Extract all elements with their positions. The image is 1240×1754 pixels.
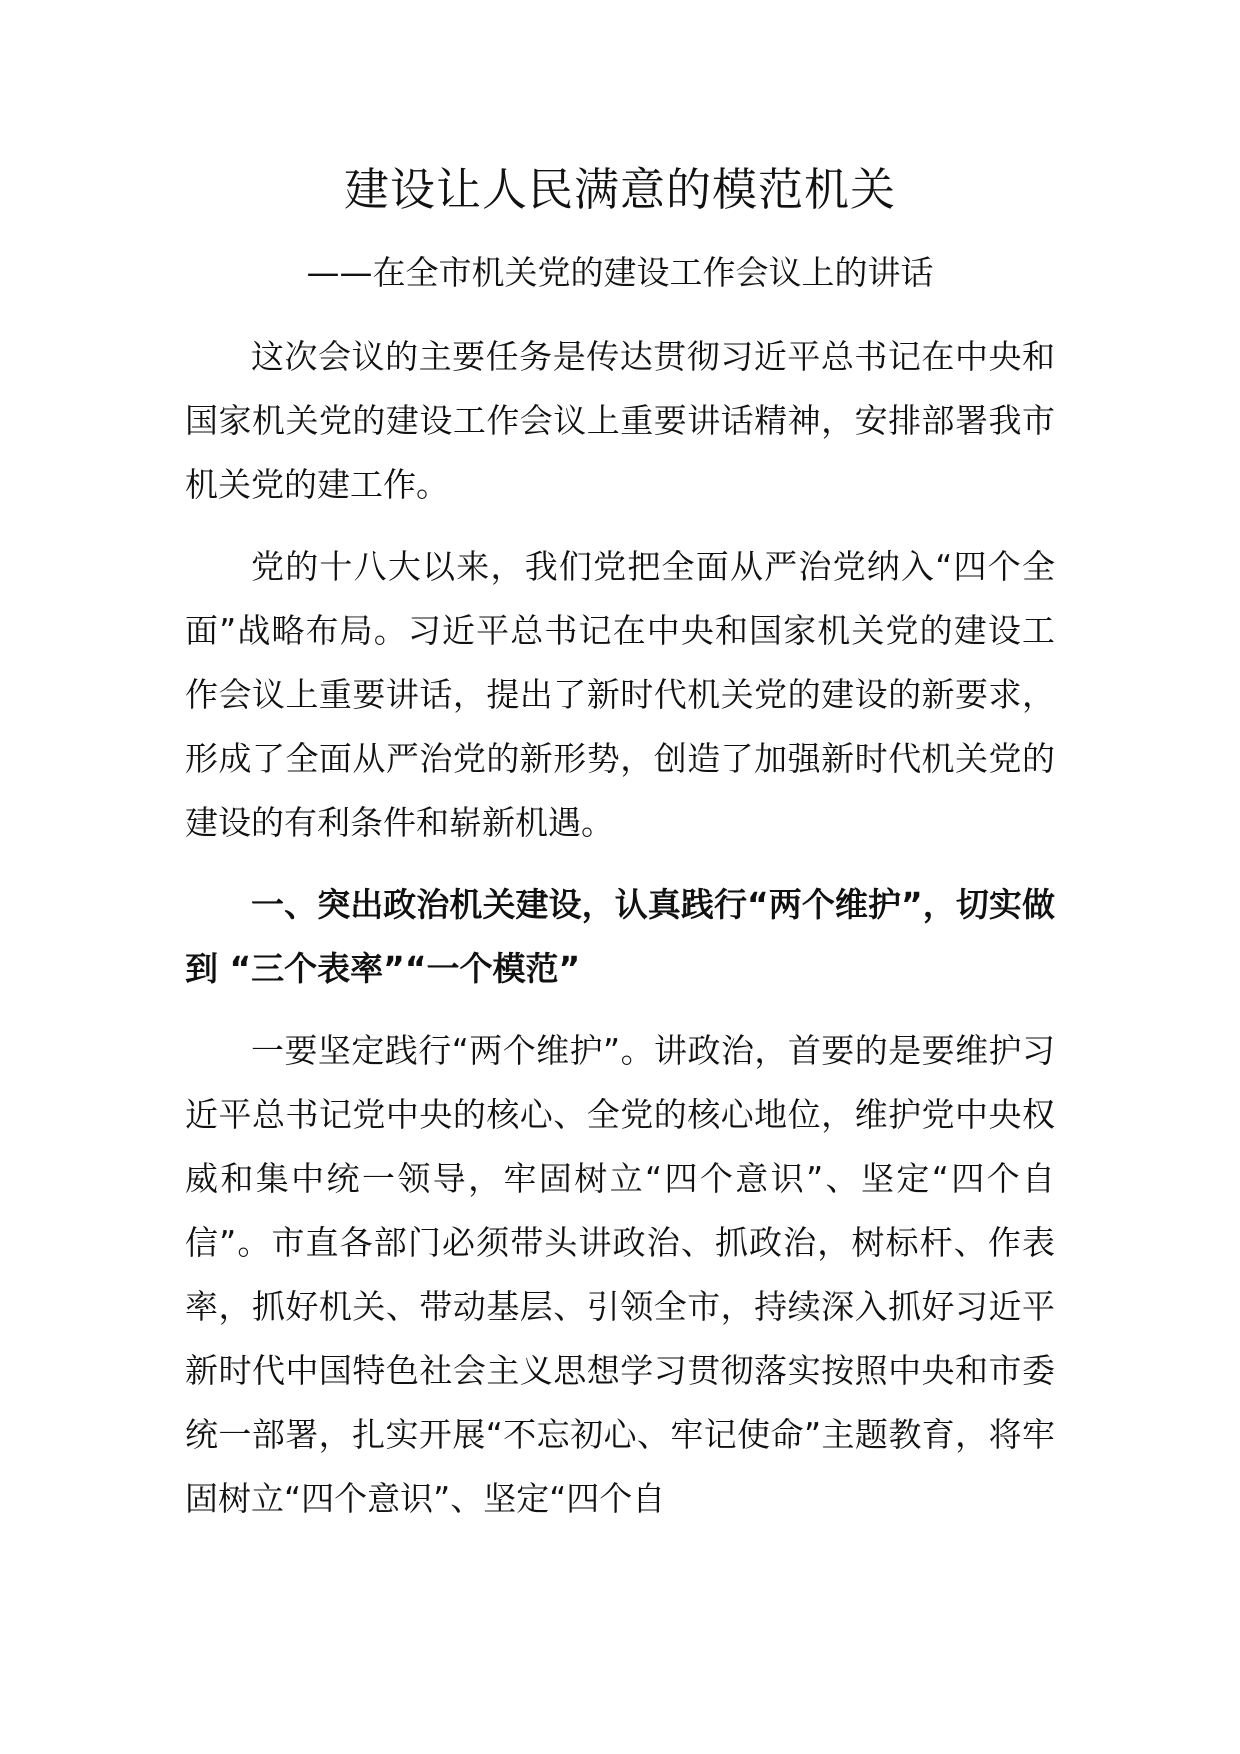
document-title: 建设让人民满意的模范机关 — [343, 163, 896, 216]
document-body — [185, 325, 1055, 1549]
paragraph-point-1: 一要坚定践行“两个维护”。讲政治，首要的是要维护习近平总书记党中央的核心、全党的核心地位，维护党中央权威和集中统一领导，牢固树立“四个意识”、坚定“四个自信”。市直各部门必须带头讲政治、抓政治，树标杆、作表率，抓好机关、带动基层、引领全市，持续深入抓好习近平新时代中国特色社会主义思想学习贯彻落实按照中央和市委统一部署，扎实开展“不忘初心、牢记使命”主题教育，将牢固树立“四个意识”、坚定“四个自 — [185, 1031, 1055, 1518]
paragraph-background: 党的十八大以来，我们党把全面从严治党纳入“四个全面”战略布局。习近平总书记在中央和国家机关党的建设工作会议上重要讲话，提出了新时代机关党的建设的新要求，形成了全面从严治党的新形势，创造了加强新时代机关党的建设的有利条件和崭新机遇。 — [185, 547, 1055, 842]
section-heading-1: 一、突出政治机关建设，认真践行“两个维护”，切实做到 “三个表率”“一个模范” — [185, 885, 1055, 988]
document-subtitle: ——在全市机关党的建设工作会议上的讲话 — [306, 253, 934, 292]
paragraph-intro: 这次会议的主要任务是传达贯彻习近平总书记在中央和国家机关党的建设工作会议上重要讲话精神，安排部署我市机关党的建工作。 — [185, 337, 1055, 504]
